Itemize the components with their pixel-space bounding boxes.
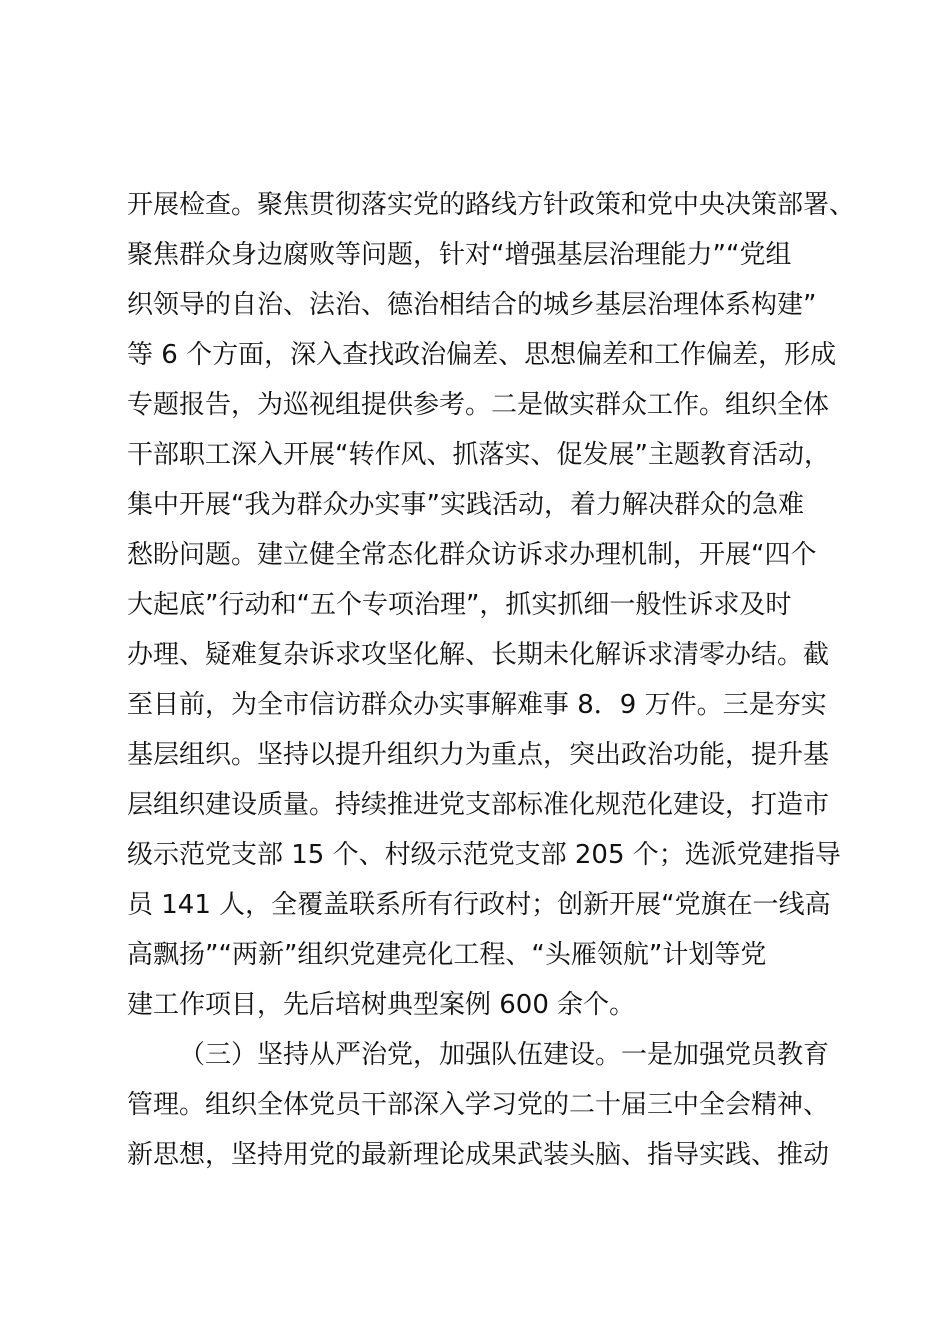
text-line: 基层组织。坚持以提升组织力为重点，突出政治功能，提升基 [127, 740, 830, 770]
text-line: 大起底”行动和“五个专项治理”，抓实抓细一般性诉求及时 [127, 590, 792, 620]
text-line: 愁盼问题。建立健全常态化群众访诉求办理机制，开展“四个 [127, 540, 817, 570]
text-line: 集中开展“我为群众办实事”实践活动，着力解决群众的急难 [127, 490, 804, 520]
text-line: 建工作项目，先后培树典型案例 600 余个。 [127, 990, 636, 1020]
text-line: 等 6 个方面，深入查找政治偏差、思想偏差和工作偏差，形成 [127, 340, 837, 370]
text-line: 聚焦群众身边腐败等问题，针对“增强基层治理能力”“党组 [127, 240, 792, 270]
text-line: 级示范党支部 15 个、村级示范党支部 205 个；选派党建指导 [127, 840, 841, 870]
text-line: 至目前，为全市信访群众办实事解难事 8．9 万件。三是夯实 [127, 690, 827, 720]
text-line: 新思想，坚持用党的最新理论成果武装头脑、指导实践、推动 [127, 1140, 830, 1170]
body-text [127, 180, 867, 1180]
text-line: 员 141 人，全覆盖联系所有行政村；创新开展“党旗在一线高 [127, 890, 831, 920]
text-line: 干部职工深入开展“转作风、抓落实、促发展”主题教育活动， [127, 440, 830, 470]
text-line: 织领导的自治、法治、德治相结合的城乡基层治理体系构建” [127, 290, 817, 320]
section-heading-line: （三）坚持从严治党，加强队伍建设。一是加强党员教育 [179, 1040, 830, 1070]
text-line: 管理。组织全体党员干部深入学习党的二十届三中全会精神、 [127, 1090, 830, 1120]
text-line: 层组织建设质量。持续推进党支部标准化规范化建设，打造市 [127, 790, 830, 820]
text-line: 高飘扬”“两新”组织党建亮化工程、“头雁领航”计划等党 [127, 940, 767, 970]
text-line: 开展检查。聚焦贯彻落实党的路线方针政策和党中央决策部署、 [127, 190, 856, 220]
text-line: 专题报告，为巡视组提供参考。二是做实群众工作。组织全体 [127, 390, 830, 420]
text-line: 办理、疑难复杂诉求攻坚化解、长期未化解诉求清零办结。截 [127, 640, 830, 670]
